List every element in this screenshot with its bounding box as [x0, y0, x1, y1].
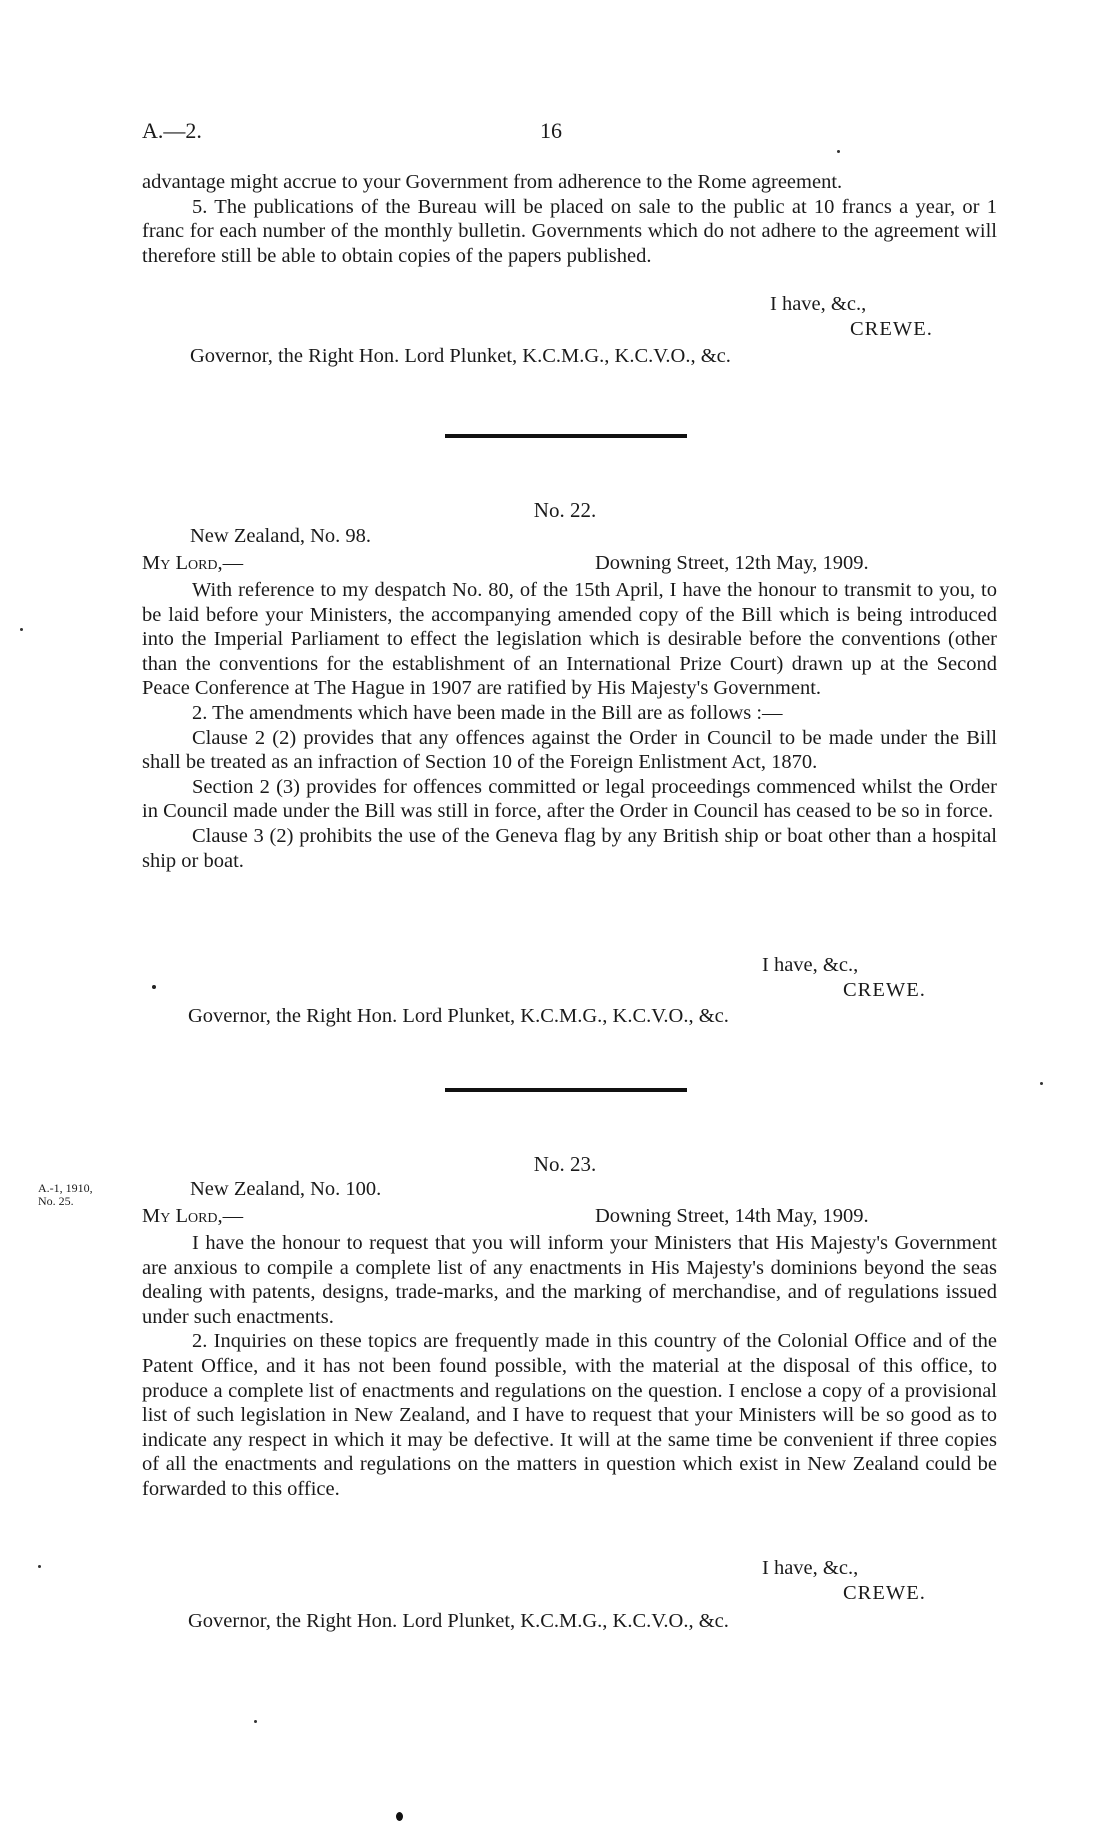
letter-number: No. 22.	[533, 498, 597, 522]
despatch-reference: New Zealand, No. 98.	[190, 525, 372, 547]
signature: CREWE.	[850, 318, 933, 340]
paragraph-5: 5. The publications of the Bureau will be placed on sale to the public at 10 francs a year, or 1 franc for each number of the monthly bulletin. Governments which do not adhere to the agreement will therefore still be able to obtain copies of the papers published.	[142, 195, 997, 267]
closing-line: I have, &c.,	[762, 1557, 859, 1579]
print-speck	[152, 985, 156, 989]
margin-note: A.-1, 1910, No. 25.	[38, 1181, 93, 1208]
addressee: Governor, the Right Hon. Lord Plunket, K.C.M.G., K.C.V.O., &c.	[188, 1610, 729, 1632]
print-speck	[20, 628, 23, 631]
addressee: Governor, the Right Hon. Lord Plunket, K.C.M.G., K.C.V.O., &c.	[190, 345, 731, 367]
section-divider	[445, 1088, 687, 1092]
addressee: Governor, the Right Hon. Lord Plunket, K.C.M.G., K.C.V.O., &c.	[188, 1005, 729, 1027]
print-speck	[1040, 1082, 1043, 1085]
closing-line: I have, &c.,	[762, 954, 859, 976]
paragraph-2: 2. Inquiries on these topics are frequently made in this country of the Colonial Office and of the Patent Office, and it has not been found possible, with the material at the disposal of this office, to produce a complete list of enactments and regulations on the question. I enclose a copy of a provisional list of such legislation in New Zealand, and I have to request that your Ministers will be so good as to indicate any respect in which it may be defective. It will at the same time be convenient if three copies of all the enactments and regulations on the matters in question which exist in New Zealand could be forwarded to this office.	[142, 1330, 997, 1500]
paragraph-continuation: advantage might accrue to your Government from adherence to the Rome agreement.	[142, 171, 843, 193]
paragraph-clause-3-2: Clause 3 (2) prohibits the use of the Geneva flag by any British ship or boat other than a hospital ship or boat.	[142, 824, 997, 872]
paragraph-2: 2. The amendments which have been made in the Bill are as follows :—	[192, 701, 783, 724]
print-speck	[38, 1565, 41, 1568]
print-speck	[396, 1812, 403, 1821]
paragraph-1: I have the honour to request that you will inform your Ministers that His Majesty's Government are anxious to compile a complete list of any enactments in His Majesty's dominions beyond the seas dealing with patents, designs, trade-marks, and the marking of merchandise, and of regulations issued under such enactments.	[142, 1232, 997, 1328]
closing-line: I have, &c.,	[770, 293, 867, 315]
paragraph-section-2-3: Section 2 (3) provides for offences committed or legal proceedings commenced whilst the Order in Council made under the Bill was still in force, after the Order in Council has ceased to be so in force.	[142, 775, 997, 823]
signature: CREWE.	[843, 979, 926, 1001]
dateline: Downing Street, 12th May, 1909.	[595, 552, 869, 574]
print-speck	[837, 150, 840, 153]
page-number: 16	[540, 118, 562, 143]
paragraph-clause-2-2: Clause 2 (2) provides that any offences against the Order in Council to be made under the Bill shall be treated as an infraction of Section 10 of the Foreign Enlistment Act, 1870.	[142, 726, 997, 774]
dateline: Downing Street, 14th May, 1909.	[595, 1205, 869, 1227]
paragraph-1: With reference to my despatch No. 80, of the 15th April, I have the honour to transmit to you, to be laid before your Ministers, the accompanying amended copy of the Bill which is being introduced into the Imperial Parliament to effect the legislation which is desirable before the conventions (other than the conventions for the establishment of an International Prize Court) drawn up at the Second Peace Conference at The Hague in 1907 are ratified by His Majesty's Government.	[142, 579, 997, 700]
salutation: My Lord,—	[142, 552, 244, 574]
salutation: My Lord,—	[142, 1205, 244, 1227]
section-3-body	[142, 1231, 997, 1502]
document-reference: A.—2.	[142, 118, 202, 143]
letter-number: No. 23.	[533, 1152, 597, 1176]
section-1	[142, 170, 997, 268]
section-2-body	[142, 578, 997, 873]
despatch-reference: New Zealand, No. 100.	[190, 1178, 382, 1200]
signature: CREWE.	[843, 1582, 926, 1604]
print-speck	[254, 1720, 257, 1723]
section-divider	[445, 434, 687, 438]
